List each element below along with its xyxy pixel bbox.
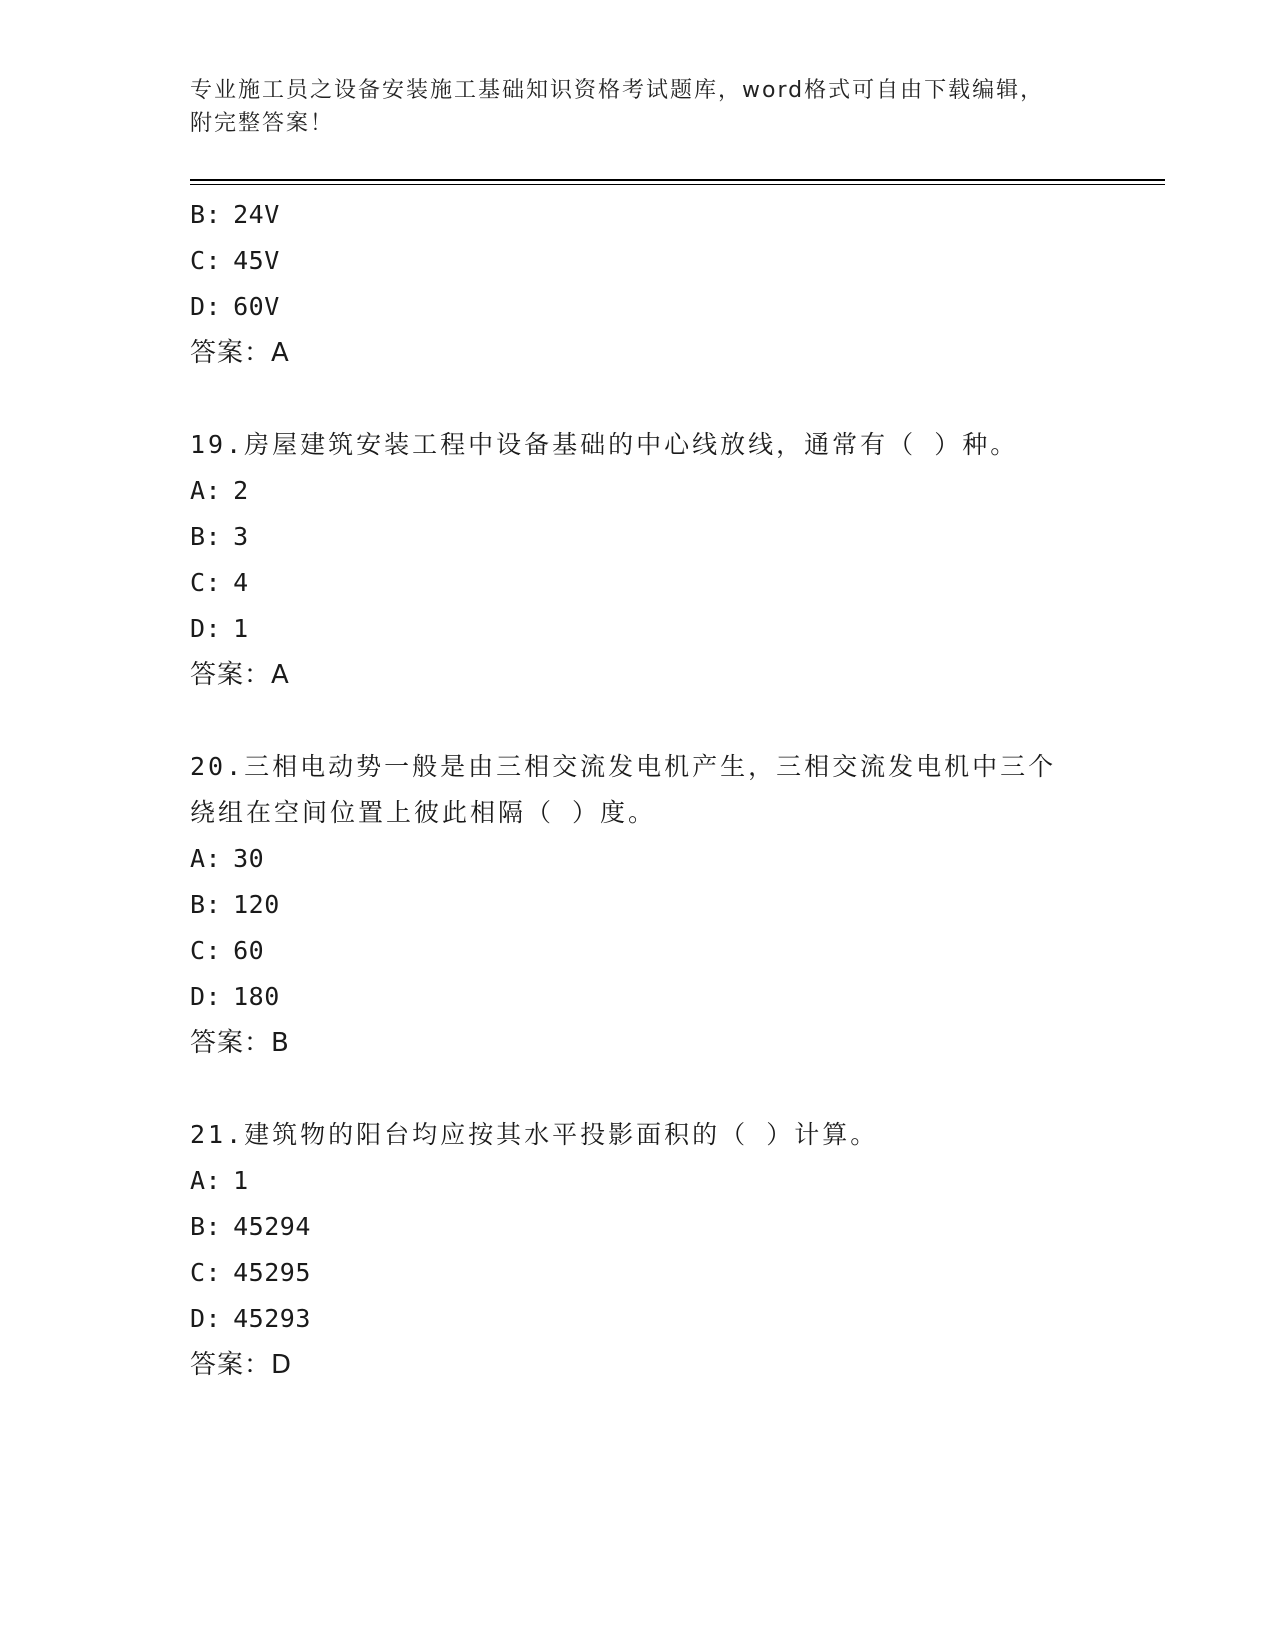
option-b: B: 24V (190, 200, 280, 229)
question-18-block (190, 192, 1090, 376)
option-a: A: 30 (190, 844, 265, 873)
spacer (190, 376, 1090, 422)
option-b: B: 45294 (190, 1212, 311, 1241)
answer-label: 答案：A (190, 338, 290, 368)
answer-label: 答案：A (190, 660, 290, 690)
document-header (190, 74, 1090, 140)
option-d: D: 60V (190, 292, 280, 321)
header-title-line-2: 附完整答案！ (190, 111, 335, 136)
option-a: A: 1 (190, 1166, 249, 1195)
spacer (190, 1066, 1090, 1112)
question-text-line-1: 20.三相电动势一般是由三相交流发电机产生，三相交流发电机中三个 (190, 752, 1057, 781)
question-text: 19.房屋建筑安装工程中设备基础的中心线放线，通常有（ ）种。 (190, 430, 1019, 459)
option-b: B: 3 (190, 522, 249, 551)
question-20-block (190, 744, 1090, 1066)
option-d: D: 45293 (190, 1304, 311, 1333)
answer-label: 答案：D (190, 1350, 293, 1380)
header-divider-thick (190, 179, 1165, 181)
option-c: C: 4 (190, 568, 249, 597)
option-a: A: 2 (190, 476, 249, 505)
question-19-block (190, 422, 1090, 698)
option-c: C: 60 (190, 936, 265, 965)
question-text: 21.建筑物的阳台均应按其水平投影面积的（ ）计算。 (190, 1120, 879, 1149)
option-c: C: 45V (190, 246, 280, 275)
question-list (190, 192, 1090, 1388)
option-d: D: 180 (190, 982, 280, 1011)
option-d: D: 1 (190, 614, 249, 643)
option-b: B: 120 (190, 890, 280, 919)
answer-label: 答案：B (190, 1028, 290, 1058)
option-c: C: 45295 (190, 1258, 311, 1287)
question-21-block (190, 1112, 1090, 1388)
spacer (190, 698, 1090, 744)
header-divider-thin (190, 184, 1165, 185)
question-text-line-2: 绕组在空间位置上彼此相隔（ ）度。 (190, 798, 657, 827)
header-title-line-1: 专业施工员之设备安装施工基础知识资格考试题库，word格式可自由下载编辑， (190, 78, 1045, 103)
